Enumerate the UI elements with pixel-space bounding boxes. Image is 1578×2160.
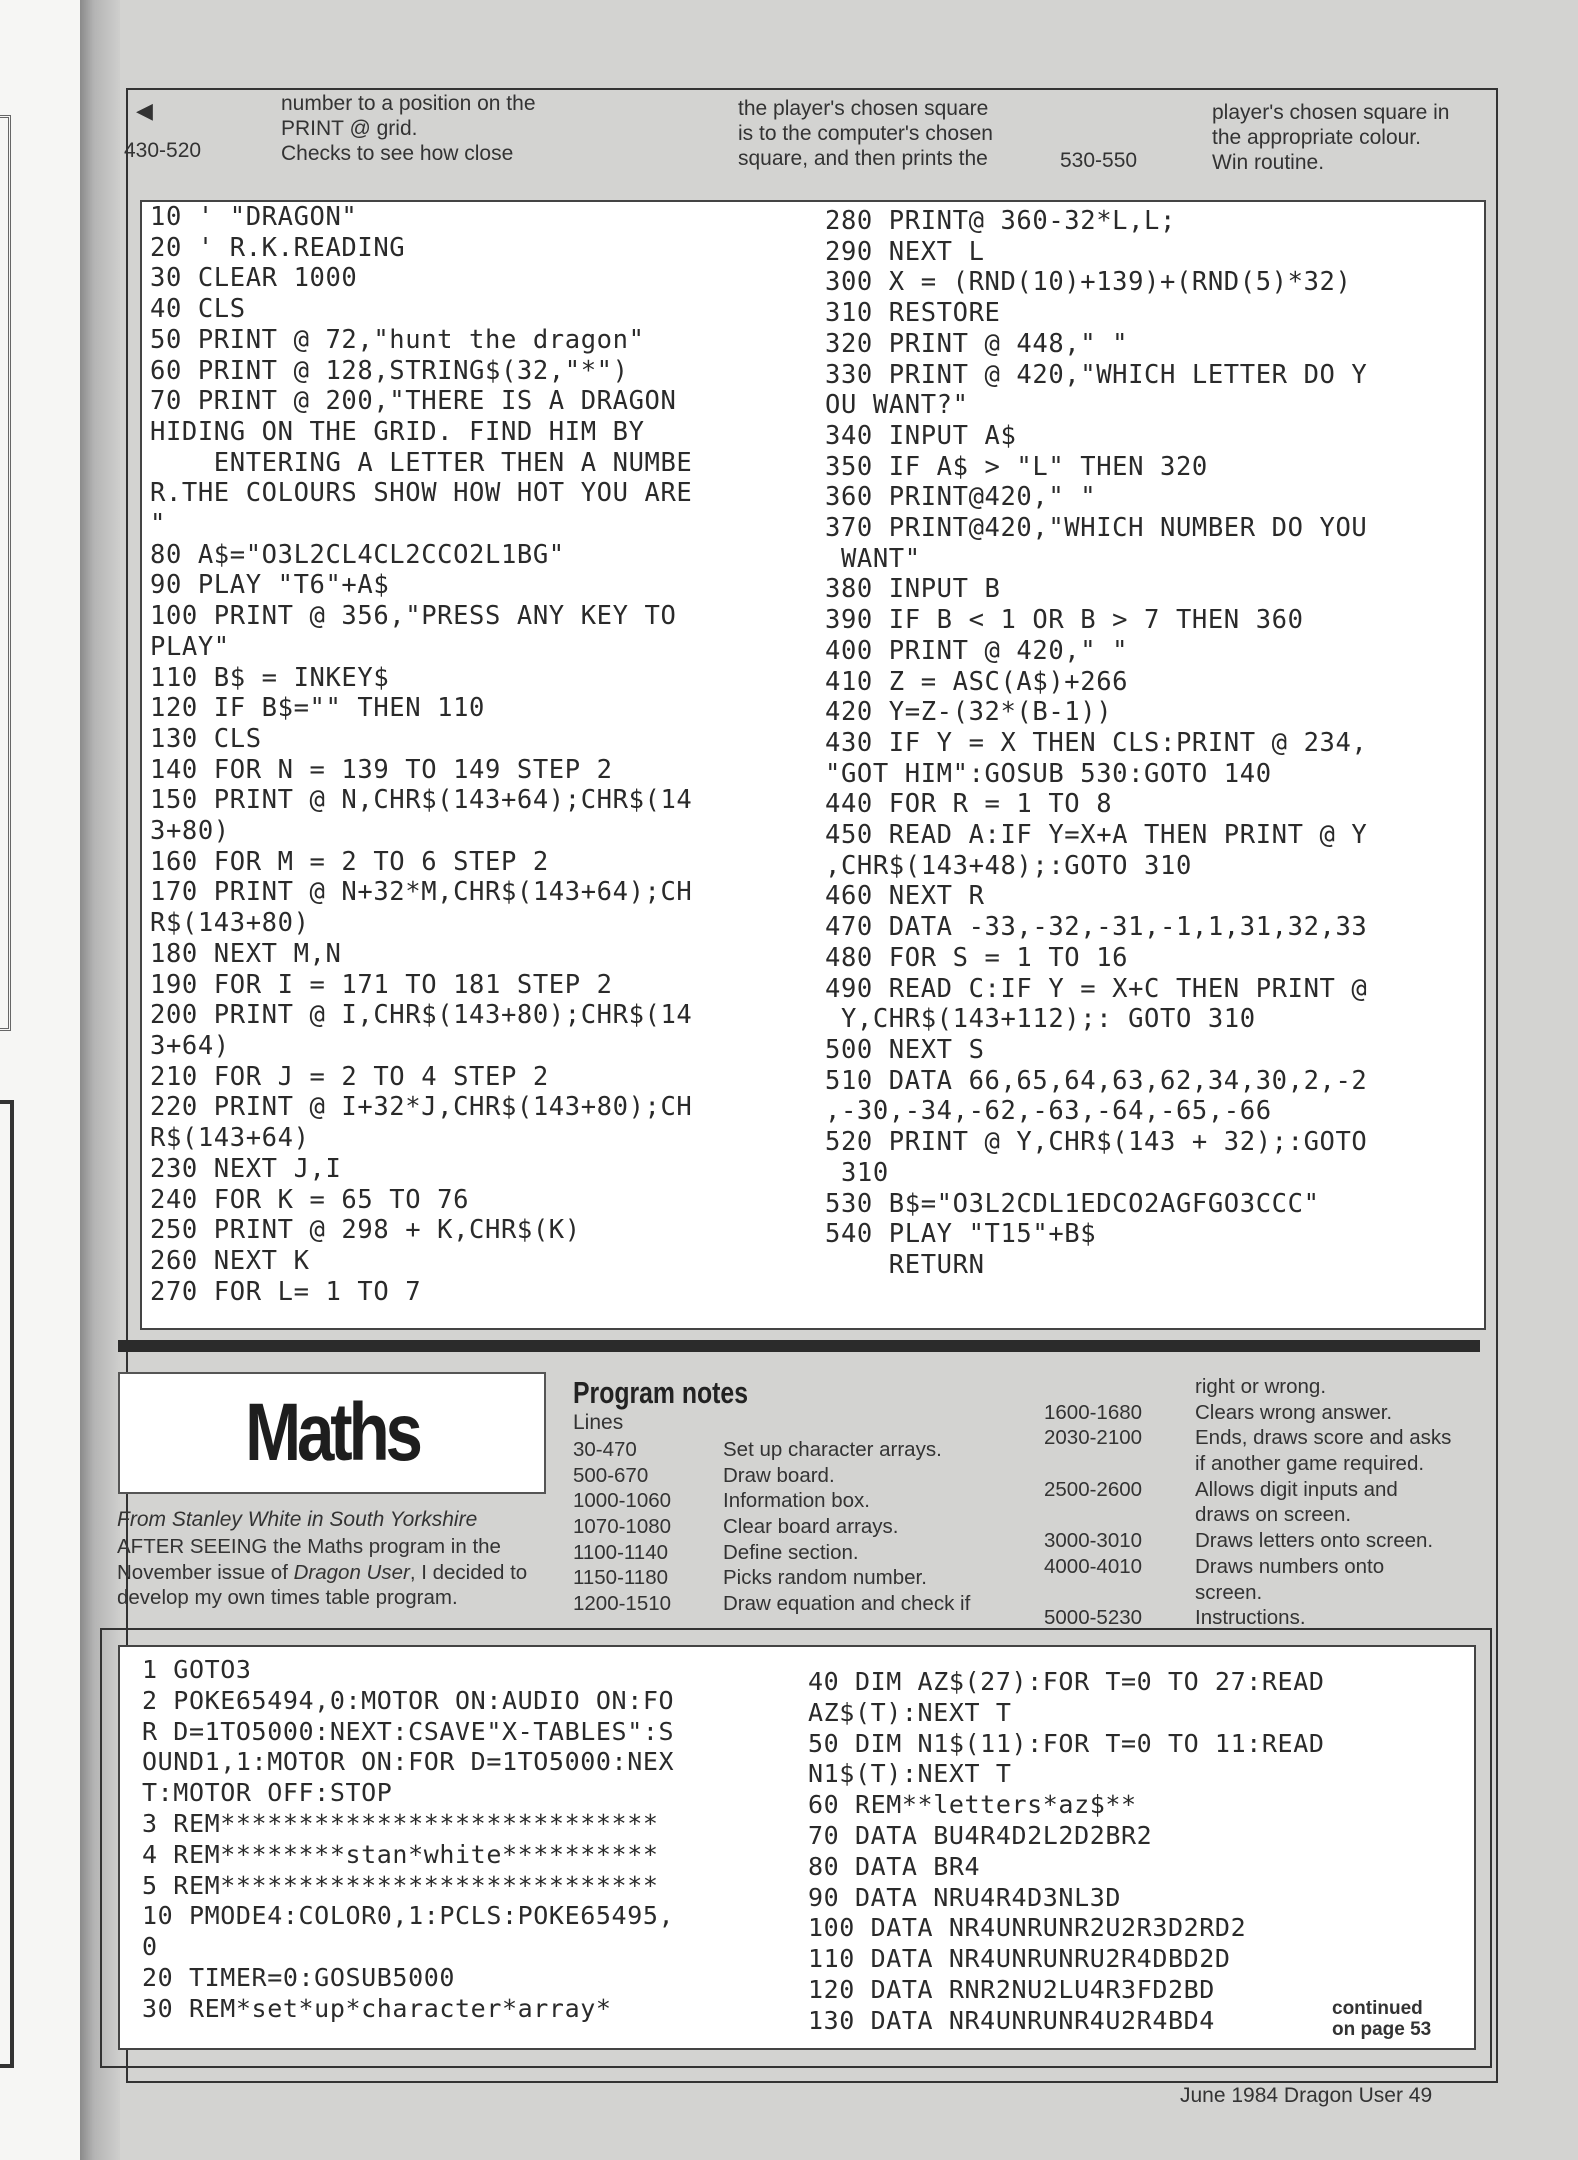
line-range: 2500-2600 <box>1044 1477 1143 1501</box>
code-line: 250 PRINT @ 298 + K,CHR$(K) <box>150 1215 581 1246</box>
article-title: Maths <box>245 1387 419 1478</box>
code-line: 300 X = (RND(10)+139)+(RND(5)*32) <box>825 267 1352 298</box>
program-note-row <box>573 1591 993 1617</box>
intro-text: AFTER SEEING the Maths program in the November issue of <box>117 1535 501 1584</box>
line-range: 30-470 <box>573 1438 637 1461</box>
program-notes-table-left <box>573 1437 993 1617</box>
line-description: Ends, draws score and asks <box>1195 1426 1452 1450</box>
line-description: Clear board arrays. <box>723 1515 899 1539</box>
code-line: 520 PRINT @ Y,CHR$(143 + 32);:GOTO <box>825 1127 1368 1158</box>
code-line: 320 PRINT @ 448," " <box>825 328 1129 359</box>
article-intro <box>117 1534 552 1611</box>
byline: From Stanley White in South Yorkshire <box>117 1508 478 1531</box>
line-description: screen. <box>1195 1580 1263 1604</box>
intro-text: , I decided to develop my own times table program. <box>117 1560 528 1609</box>
code-line: 70 DATA BU4R4D2L2D2BR2 <box>808 1820 1153 1850</box>
line-description: Instructions. <box>1195 1606 1306 1630</box>
facing-page-margin <box>0 0 86 2160</box>
line-range: 500-670 <box>573 1463 649 1487</box>
code-line: 5 REM**************************** <box>142 1870 659 1900</box>
line-range: 5000-5230 <box>1044 1606 1143 1630</box>
code-line: 100 PRINT @ 356,"PRESS ANY KEY TO <box>150 601 677 632</box>
section-divider <box>118 1340 1480 1352</box>
code-line: 160 FOR M = 2 TO 6 STEP 2 <box>150 846 549 877</box>
code-line: 60 REM**letters*az$** <box>808 1790 1137 1820</box>
code-line: 460 NEXT R <box>825 881 985 912</box>
code-line: 20 TIMER=0:GOSUB5000 <box>142 1962 456 1992</box>
program-note-row <box>573 1463 993 1489</box>
code-line: N1$(T):NEXT T <box>808 1759 1012 1789</box>
continued-page-ref: on page 53 <box>1332 2019 1432 2040</box>
code-line: 130 DATA NR4UNRUNR4U2R4BD4 <box>808 2005 1215 2035</box>
note-line: Win routine. <box>1212 151 1325 174</box>
code-line: 490 READ C:IF Y = X+C THEN PRINT @ <box>825 973 1368 1004</box>
code-line: 290 NEXT L <box>825 236 985 267</box>
line-description: Allows digit inputs and <box>1195 1477 1398 1501</box>
facing-page-frame <box>0 1100 14 2068</box>
code-line: 400 PRINT @ 420," " <box>825 635 1129 666</box>
line-range: 1070-1080 <box>573 1515 672 1539</box>
code-line: 20 ' R.K.READING <box>150 232 406 263</box>
code-line: 180 NEXT M,N <box>150 938 342 969</box>
line-description: Clears wrong answer. <box>1195 1400 1393 1424</box>
program-note-row <box>1044 1528 1484 1554</box>
code-line: 30 CLEAR 1000 <box>150 263 358 294</box>
code-line: R.THE COLOURS SHOW HOW HOT YOU ARE <box>150 478 693 509</box>
code-line: R D=1TO5000:NEXT:CSAVE"X-TABLES":S <box>142 1716 675 1746</box>
program-note-row <box>1044 1554 1484 1580</box>
code-line: 350 IF A$ > "L" THEN 320 <box>825 451 1208 482</box>
note-range-530-550: 530-550 <box>1060 149 1138 172</box>
code-line: 500 NEXT S <box>825 1034 985 1065</box>
line-range: 1200-1510 <box>573 1592 672 1616</box>
dragon-program-notes-continued <box>124 92 1496 200</box>
program-note-row <box>573 1488 993 1514</box>
note-line: the appropriate colour. <box>1212 126 1421 149</box>
line-range: 1150-1180 <box>573 1566 668 1590</box>
code-line: 100 DATA NR4UNRUNR2U2R3D2RD2 <box>808 1913 1247 1943</box>
line-description: Information box. <box>723 1489 870 1513</box>
code-line: 0 <box>142 1932 158 1962</box>
note-line: is to the computer's chosen <box>738 122 993 145</box>
program-note-row <box>573 1565 993 1591</box>
code-line: 220 PRINT @ I+32*J,CHR$(143+80);CH <box>150 1092 693 1123</box>
code-line: 130 CLS <box>150 723 262 754</box>
continued-arrow-icon: ◀ <box>136 98 153 123</box>
maths-title-box <box>118 1372 546 1494</box>
line-range: 3000-3010 <box>1044 1529 1143 1553</box>
code-line: 210 FOR J = 2 TO 4 STEP 2 <box>150 1061 549 1092</box>
note-line: the player's chosen square <box>738 97 989 120</box>
code-line: 270 FOR L= 1 TO 7 <box>150 1276 422 1307</box>
line-range: 2030-2100 <box>1044 1426 1143 1450</box>
code-line: 30 REM*set*up*character*array* <box>142 1993 612 2023</box>
code-line: 420 Y=Z-(32*(B-1)) <box>825 697 1113 728</box>
code-line: 70 PRINT @ 200,"THERE IS A DRAGON <box>150 386 677 417</box>
note-col1 <box>281 91 536 166</box>
code-line: 80 A$="O3L2CL4CL2CCO2L1BG" <box>150 539 565 570</box>
line-range: 1000-1060 <box>573 1489 672 1513</box>
note-line: Checks to see how close <box>281 142 514 165</box>
code-line: ,CHR$(143+48);:GOTO 310 <box>825 850 1192 881</box>
code-line: 310 <box>825 1157 889 1188</box>
line-description: Draws letters onto screen. <box>1195 1529 1434 1553</box>
code-line: 120 IF B$="" THEN 110 <box>150 693 485 724</box>
code-line: 230 NEXT J,I <box>150 1153 342 1184</box>
code-line: ,-30,-34,-62,-63,-64,-65,-66 <box>825 1096 1272 1127</box>
code-line: WANT" <box>825 543 921 574</box>
line-range: 1100-1140 <box>573 1540 668 1564</box>
page-footer: June 1984 Dragon User 49 <box>1180 2084 1433 2107</box>
line-description: right or wrong. <box>1195 1375 1327 1398</box>
code-line: 440 FOR R = 1 TO 8 <box>825 789 1113 820</box>
line-description: draws on screen. <box>1195 1503 1352 1527</box>
dragon-code-listing <box>140 200 1486 1330</box>
note-line: number to a position on the <box>281 92 536 115</box>
code-line: PLAY" <box>150 631 230 662</box>
facing-page-frame <box>0 115 11 1031</box>
code-line: 1 GOTO3 <box>142 1655 252 1684</box>
code-line: 90 PLAY "T6"+A$ <box>150 570 390 601</box>
note-line: PRINT @ grid. <box>281 117 418 140</box>
code-line: 10 ' "DRAGON" <box>150 202 358 232</box>
line-description: Set up character arrays. <box>723 1438 942 1461</box>
code-line: 150 PRINT @ N,CHR$(143+64);CHR$(14 <box>150 785 693 816</box>
code-line: 410 Z = ASC(A$)+266 <box>825 666 1129 697</box>
code-line: 190 FOR I = 171 TO 181 STEP 2 <box>150 969 613 1000</box>
program-note-row <box>1044 1451 1484 1477</box>
code-line: 140 FOR N = 139 TO 149 STEP 2 <box>150 754 613 785</box>
line-description: Picks random number. <box>723 1566 927 1590</box>
program-note-row <box>1044 1374 1484 1400</box>
program-note-row <box>1044 1477 1484 1503</box>
code-line: 40 CLS <box>150 294 246 325</box>
code-line: 110 DATA NR4UNRUNRU2R4DBD2D <box>808 1944 1231 1974</box>
line-description: Draw board. <box>723 1463 835 1487</box>
program-note-row <box>1044 1400 1484 1426</box>
code-line: 3+64) <box>150 1030 230 1061</box>
code-line: 390 IF B < 1 OR B > 7 THEN 360 <box>825 605 1304 636</box>
note-line: player's chosen square in <box>1212 101 1450 124</box>
program-note-row <box>1044 1425 1484 1451</box>
code-line: 2 POKE65494,0:MOTOR ON:AUDIO ON:FO <box>142 1685 675 1715</box>
listing-left-column <box>142 1655 674 2025</box>
code-line: 3+80) <box>150 816 230 847</box>
code-line: T:MOTOR OFF:STOP <box>142 1778 393 1808</box>
program-notes-heading: Program notes <box>573 1375 749 1410</box>
code-line: 340 INPUT A$ <box>825 420 1017 451</box>
code-line: Y,CHR$(143+112);: GOTO 310 <box>825 1004 1256 1035</box>
code-line: 360 PRINT@420," " <box>825 482 1097 513</box>
note-col2 <box>738 96 993 171</box>
code-line: 510 DATA 66,65,64,63,62,34,30,2,-2 <box>825 1065 1368 1096</box>
program-notes-table-right <box>1044 1374 1484 1631</box>
note-line: square, and then prints the <box>738 147 988 170</box>
program-note-row <box>573 1437 993 1463</box>
code-line: 470 DATA -33,-32,-31,-1,1,31,32,33 <box>825 912 1368 943</box>
code-line: 540 PLAY "T15"+B$ <box>825 1219 1097 1250</box>
code-line: OU WANT?" <box>825 390 969 421</box>
code-line: 4 REM********stan*white********** <box>142 1839 659 1869</box>
line-description: Draws numbers onto <box>1195 1554 1385 1578</box>
code-line: 10 PMODE4:COLOR0,1:PCLS:POKE65495, <box>142 1901 675 1931</box>
note-range-430-520: 430-520 <box>124 139 202 162</box>
code-line: 480 FOR S = 1 TO 16 <box>825 942 1129 973</box>
code-line: 170 PRINT @ N+32*M,CHR$(143+64);CH <box>150 877 693 908</box>
program-note-row <box>1044 1580 1484 1606</box>
line-description: Define section. <box>723 1540 859 1564</box>
code-line: 330 PRINT @ 420,"WHICH LETTER DO Y <box>825 359 1368 390</box>
code-line: 90 DATA NRU4R4D3NL3D <box>808 1882 1122 1912</box>
code-line: 280 PRINT@ 360-32*L,L; <box>825 206 1176 236</box>
program-note-row <box>573 1540 993 1566</box>
maths-code-listing <box>118 1645 1476 2050</box>
code-line: 310 RESTORE <box>825 298 1001 329</box>
code-line: 370 PRINT@420,"WHICH NUMBER DO YOU <box>825 513 1368 544</box>
code-line: R$(143+80) <box>150 908 310 939</box>
code-line: 50 PRINT @ 72,"hunt the dragon" <box>150 324 645 355</box>
continued-note <box>1332 1998 1431 2040</box>
publication-name: Dragon User <box>293 1560 410 1584</box>
code-line: 240 FOR K = 65 TO 76 <box>150 1184 470 1215</box>
line-description: Draw equation and check if <box>723 1592 971 1616</box>
code-line: ENTERING A LETTER THEN A NUMBE <box>150 447 693 478</box>
code-line: HIDING ON THE GRID. FIND HIM BY <box>150 416 645 447</box>
code-line: RETURN <box>825 1249 985 1280</box>
code-line: 450 READ A:IF Y=X+A THEN PRINT @ Y <box>825 820 1368 851</box>
code-line: OUND1,1:MOTOR ON:FOR D=1TO5000:NEX <box>142 1747 675 1777</box>
line-range: 1600-1680 <box>1044 1400 1143 1424</box>
lines-label: Lines <box>573 1411 624 1434</box>
listing-right-column <box>808 1667 1325 2037</box>
program-note-row <box>1044 1502 1484 1528</box>
code-line: AZ$(T):NEXT T <box>808 1697 1012 1727</box>
code-line: 260 NEXT K <box>150 1245 310 1276</box>
code-line: 200 PRINT @ I,CHR$(143+80);CHR$(14 <box>150 1000 693 1031</box>
note-col3 <box>1212 100 1449 175</box>
line-description: if another game required. <box>1195 1452 1425 1476</box>
code-line: 430 IF Y = X THEN CLS:PRINT @ 234, <box>825 727 1368 758</box>
code-line: 40 DIM AZ$(27):FOR T=0 TO 27:READ <box>808 1667 1325 1696</box>
code-line: R$(143+64) <box>150 1123 310 1154</box>
program-note-row <box>573 1514 993 1540</box>
listing-left-column <box>150 202 692 1307</box>
line-range: 4000-4010 <box>1044 1554 1143 1578</box>
code-line: 120 DATA RNR2NU2LU4R3FD2BD <box>808 1974 1215 2004</box>
code-line: 80 DATA BR4 <box>808 1851 981 1881</box>
code-line: 530 B$="O3L2CDL1EDCO2AGFGO3CCC" <box>825 1188 1320 1219</box>
code-line: " <box>150 509 166 540</box>
code-line: 380 INPUT B <box>825 574 1001 605</box>
code-line: 3 REM**************************** <box>142 1808 659 1838</box>
code-line: "GOT HIM":GOSUB 530:GOTO 140 <box>825 758 1272 789</box>
listing-right-column <box>825 206 1367 1281</box>
code-line: 50 DIM N1$(11):FOR T=0 TO 11:READ <box>808 1728 1325 1758</box>
continued-text: continued <box>1332 1998 1423 2019</box>
code-line: 110 B$ = INKEY$ <box>150 662 390 693</box>
code-line: 60 PRINT @ 128,STRING$(32,"*") <box>150 355 629 386</box>
